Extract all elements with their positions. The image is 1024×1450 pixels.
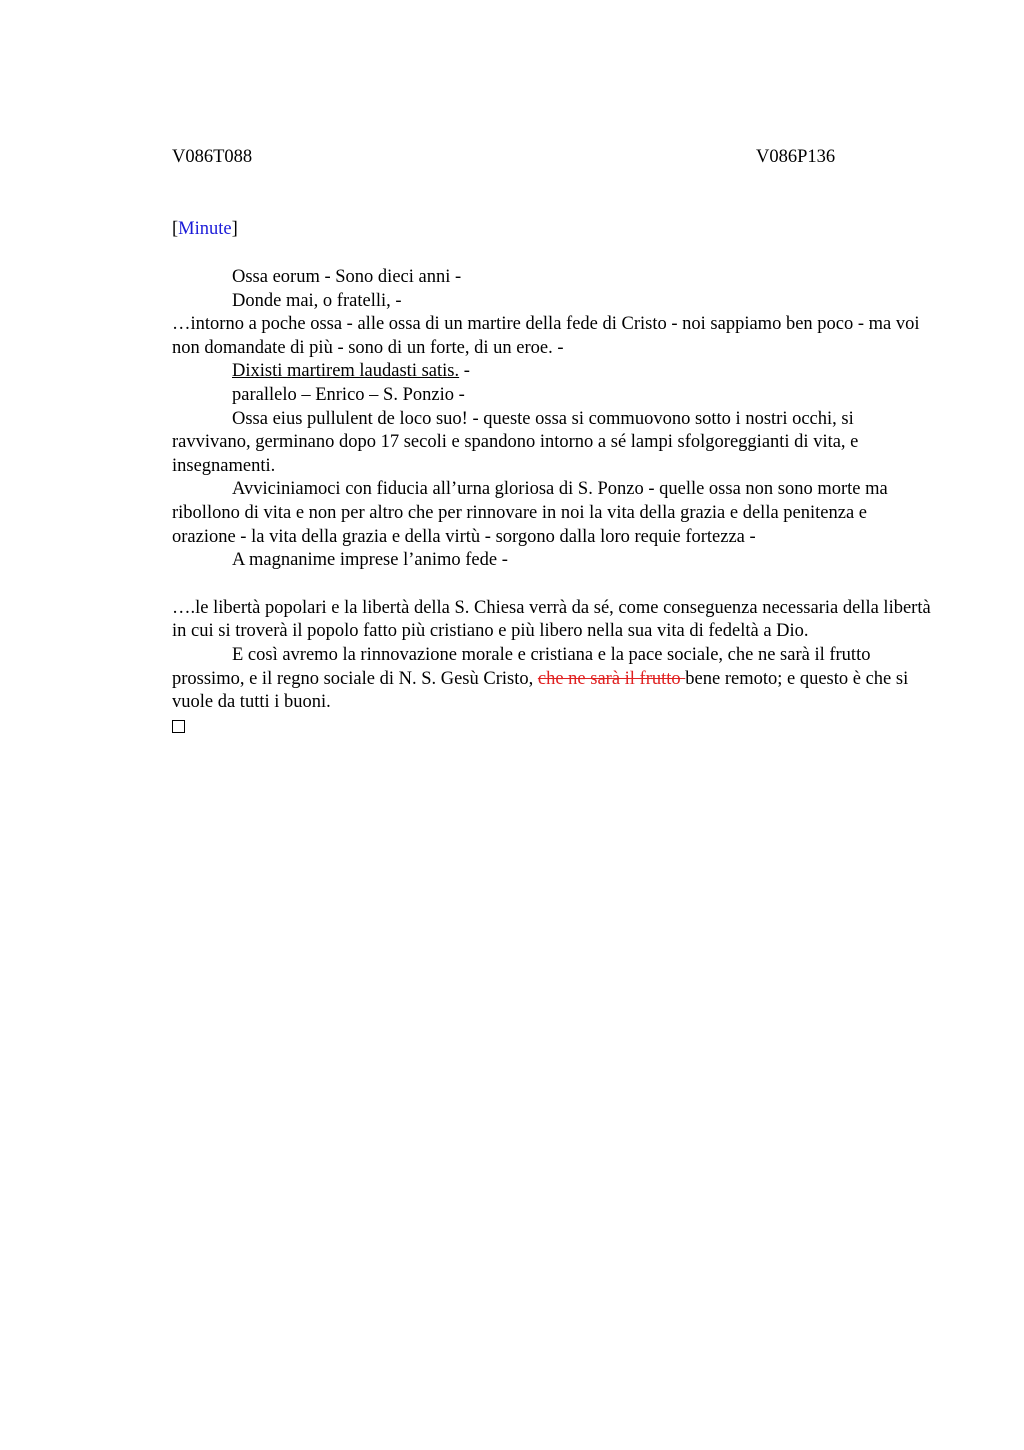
text-line-3: …intorno a poche ossa - alle ossa di un martire della fede di Cristo - noi sappiamo ben poco - ma voi non domandate di più - sono di un forte, di un eroe. - — [172, 314, 920, 358]
text-line-6: Ossa eius pullulent de loco suo! - queste ossa si commuovono sotto i nostri occhi, si ravvivano, germinano dopo 17 secoli e spandono intorno a sé lampi sfolgoreggianti di vita, e insegnamenti. — [172, 408, 859, 476]
text-line-8: A magnanime imprese l’animo fede - — [232, 550, 508, 571]
text-line-2: Donde mai, o fratelli, - — [232, 290, 402, 311]
paragraph-gap — [172, 573, 932, 597]
minute-link[interactable]: Minute — [178, 219, 232, 239]
close-bracket: ] — [231, 219, 238, 239]
text-line-1: Ossa eorum - Sono dieci anni - — [232, 267, 462, 287]
underlined-quote: Dixisti martirem laudasti satis. — [232, 361, 460, 382]
quote-tail: - — [459, 361, 470, 382]
line-10-part-b: bene remoto; e questo è che si vuole da tutti i buoni. — [172, 668, 909, 713]
document-body — [172, 266, 932, 740]
deleted-text: che ne sarà il frutto — [537, 668, 686, 689]
text-line-4 — [172, 360, 932, 384]
end-box-icon — [172, 720, 185, 733]
section-tag — [172, 218, 238, 242]
header-right-code: V086P136 — [756, 147, 836, 167]
open-bracket: [ — [172, 219, 179, 239]
text-line-9: ….le libertà popolari e la libertà della S. Chiesa verrà da sé, come conseguenza necessaria della libertà in cui si troverà il popolo fatto più cristiano e più libero nella sua vita di fedeltà a Dio. — [172, 597, 931, 642]
text-line-10 — [172, 644, 932, 715]
header-left-code: V086T088 — [172, 147, 253, 167]
text-line-7: Avviciniamoci con fiducia all’urna gloriosa di S. Ponzo - quelle ossa non sono morte ma ribollono di vita e non per altro che per rinnovare in noi la vita della grazia e della penitenza e orazione - la vita della grazia e della virtù - sorgono dalla loro requie fortezza - — [172, 479, 888, 547]
text-line-5: parallelo – Enrico – S. Ponzio - — [232, 384, 465, 405]
line-10-part-a: E così avremo la rinnovazione morale e cristiana e la pace sociale, che ne sarà il frutto prossimo, e il regno sociale di N. S. Gesù Cristo, — [172, 644, 871, 689]
